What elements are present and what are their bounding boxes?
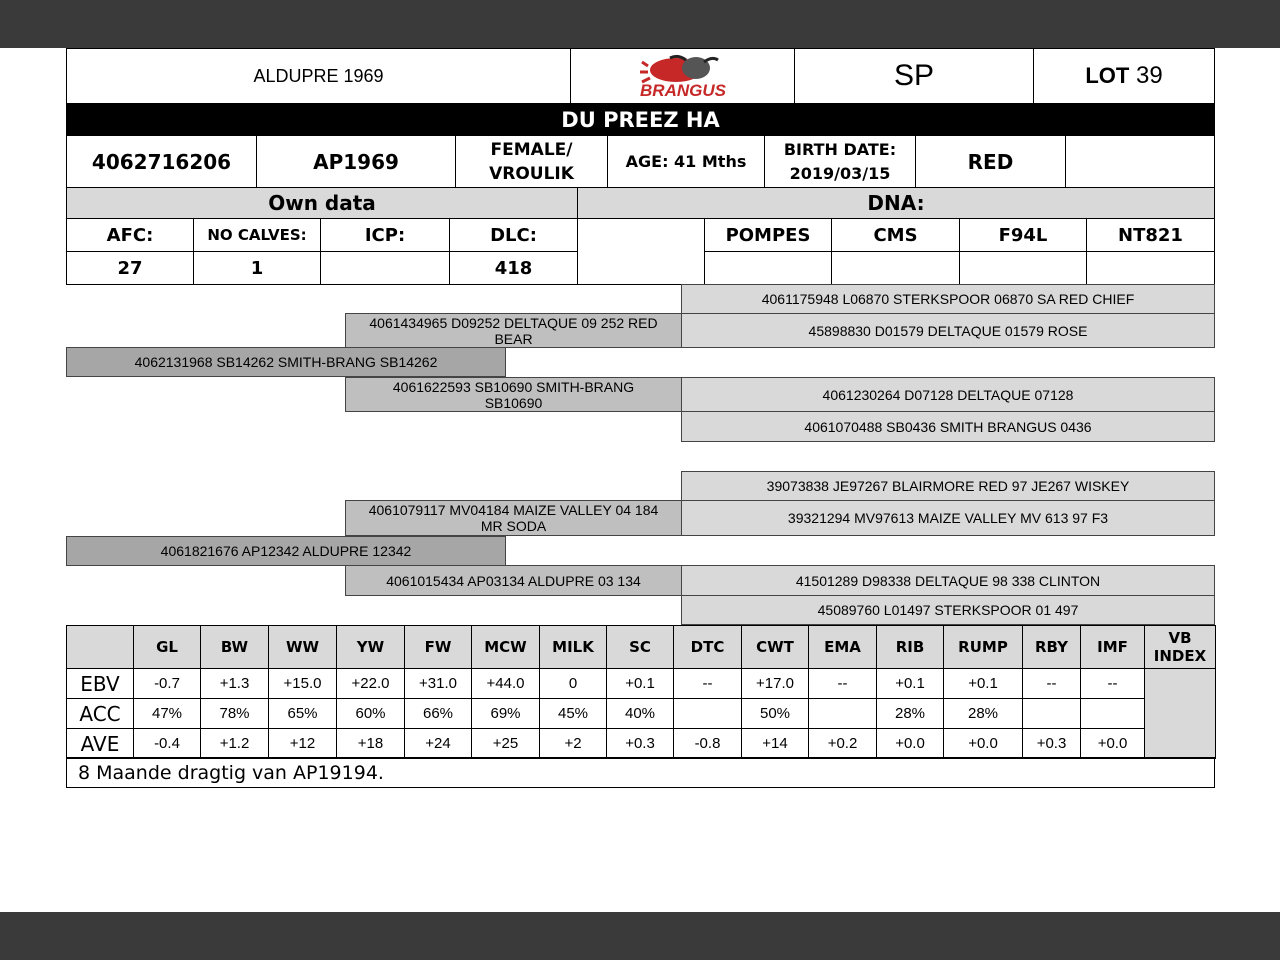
ebv-cell-acc-fw: 66% (404, 698, 472, 729)
own-data-value-afc: 27 (66, 251, 194, 285)
ebv-cell-ave-sc: +0.3 (606, 728, 674, 759)
ebv-header-mcw: MCW (471, 625, 540, 669)
ebv-cell-ebv-rby: -- (1022, 668, 1081, 699)
pedigree-dam-dam: 4061015434 AP03134 ALDUPRE 03 134 (345, 565, 682, 596)
ebv-cell-ebv-fw: +31.0 (404, 668, 472, 699)
own-data-header-icp: ICP: (320, 218, 450, 252)
dna-value-nt821 (1086, 251, 1215, 285)
sex (455, 135, 608, 188)
ebv-cell-ave-ema: +0.2 (808, 728, 877, 759)
own-data-header-dlc: DLC: (449, 218, 578, 252)
vb-index-header (1144, 625, 1216, 669)
ebv-cell-ave-rby: +0.3 (1022, 728, 1081, 759)
own-data-value-icp (320, 251, 450, 285)
ebv-cell-ave-rump: +0.0 (943, 728, 1023, 759)
age: AGE: 41 Mths (607, 135, 765, 188)
own-data-title: Own data (66, 187, 578, 219)
ebv-header-dtc: DTC (673, 625, 742, 669)
catalogue-page (0, 48, 1280, 912)
ebv-cell-acc-gl: 47% (133, 698, 201, 729)
ebv-cell-ebv-mcw: +44.0 (471, 668, 540, 699)
herd-id: AP1969 (256, 135, 456, 188)
ebv-cell-ebv-rump: +0.1 (943, 668, 1023, 699)
ebv-header-corner (66, 625, 134, 669)
own-data-value-calves: 1 (193, 251, 321, 285)
ebv-cell-ebv-yw: +22.0 (336, 668, 405, 699)
ebv-cell-ebv-milk: 0 (539, 668, 607, 699)
pedigree-dam-dam-dam: 45089760 L01497 STERKSPOOR 01 497 (681, 595, 1215, 625)
pedigree-dam: 4061821676 AP12342 ALDUPRE 12342 (66, 536, 506, 566)
code-label: SP (794, 48, 1034, 104)
pedigree-dam-sire: 4061079117 MV04184 MAIZE VALLEY 04 184 MR SODA (345, 500, 682, 536)
vb-index-line-1: VB (1168, 629, 1192, 647)
ebv-row-label-ave: AVE (66, 728, 134, 759)
dna-blank-cell (577, 218, 705, 285)
colour: RED (915, 135, 1066, 188)
ebv-cell-acc-bw: 78% (200, 698, 269, 729)
ebv-cell-acc-dtc (673, 698, 742, 729)
ebv-cell-ave-gl: -0.4 (133, 728, 201, 759)
pedigree-sire-sire-dam: 45898830 D01579 DELTAQUE 01579 ROSE (681, 313, 1215, 348)
brangus-logo (570, 48, 795, 104)
ebv-cell-ave-milk: +2 (539, 728, 607, 759)
ebv-cell-ebv-bw: +1.3 (200, 668, 269, 699)
ebv-header-sc: SC (606, 625, 674, 669)
farm-name: ALDUPRE 1969 (66, 48, 571, 104)
breeding-note: 8 Maande dragtig van AP19194. (66, 757, 1215, 788)
ebv-cell-acc-ww: 65% (268, 698, 337, 729)
ebv-header-gl: GL (133, 625, 201, 669)
owner-name: DU PREEZ HA (66, 103, 1215, 136)
dna-header-cms: CMS (831, 218, 960, 252)
ebv-cell-ebv-cwt: +17.0 (741, 668, 809, 699)
ebv-cell-ave-rib: +0.0 (876, 728, 944, 759)
birth-date-box (764, 135, 916, 188)
ebv-cell-ave-cwt: +14 (741, 728, 809, 759)
sex-line-2: VROULIK (489, 163, 574, 184)
ebv-header-milk: MILK (539, 625, 607, 669)
ebv-cell-acc-cwt: 50% (741, 698, 809, 729)
dna-value-cms (831, 251, 960, 285)
ebv-cell-ave-dtc: -0.8 (673, 728, 742, 759)
ebv-cell-ebv-ww: +15.0 (268, 668, 337, 699)
ebv-cell-acc-sc: 40% (606, 698, 674, 729)
ebv-cell-ave-bw: +1.2 (200, 728, 269, 759)
ebv-header-fw: FW (404, 625, 472, 669)
ebv-cell-ave-yw: +18 (336, 728, 405, 759)
ebv-header-rib: RIB (876, 625, 944, 669)
pedigree-sire-dam-dam: 4061070488 SB0436 SMITH BRANGUS 0436 (681, 411, 1215, 442)
ebv-cell-ebv-gl: -0.7 (133, 668, 201, 699)
own-data-header-afc: AFC: (66, 218, 194, 252)
ebv-cell-ebv-rib: +0.1 (876, 668, 944, 699)
ebv-cell-ebv-dtc: -- (673, 668, 742, 699)
ebv-cell-ebv-sc: +0.1 (606, 668, 674, 699)
birth-date-label: BIRTH DATE: (783, 139, 897, 159)
ebv-cell-acc-yw: 60% (336, 698, 405, 729)
dna-header-f94l: F94L (959, 218, 1087, 252)
pedigree-sire-dam-sire: 4061230264 D07128 DELTAQUE 07128 (681, 377, 1215, 412)
dna-value-f94l (959, 251, 1087, 285)
vb-index-value (1144, 668, 1216, 759)
ebv-cell-acc-ema (808, 698, 877, 729)
vb-index-line-2: INDEX (1153, 647, 1207, 665)
ebv-header-bw: BW (200, 625, 269, 669)
ebv-cell-acc-imf (1080, 698, 1145, 729)
ebv-cell-ebv-ema: -- (808, 668, 877, 699)
logo-text: BRANGUS (639, 81, 726, 100)
pedigree-dam-sire-sire: 39073838 JE97267 BLAIRMORE RED 97 JE267 WISKEY (681, 471, 1215, 501)
ebv-cell-ebv-imf: -- (1080, 668, 1145, 699)
registration-number: 4062716206 (66, 135, 257, 188)
ebv-cell-acc-mcw: 69% (471, 698, 540, 729)
viewer-bottom-bar (0, 912, 1280, 960)
lot-box (1033, 48, 1215, 104)
ebv-cell-ave-ww: +12 (268, 728, 337, 759)
ebv-cell-acc-rump: 28% (943, 698, 1023, 729)
ebv-row-label-acc: ACC (66, 698, 134, 729)
lot-number: 39 (1135, 62, 1163, 89)
pedigree-sire-sire: 4061434965 D09252 DELTAQUE 09 252 RED BEAR (345, 313, 682, 348)
pedigree-dam-dam-sire: 41501289 D98338 DELTAQUE 98 338 CLINTON (681, 565, 1215, 596)
pedigree-sire-dam: 4061622593 SB10690 SMITH-BRANG SB10690 (345, 377, 682, 412)
lot-label: LOT (1085, 63, 1130, 88)
ebv-header-ema: EMA (808, 625, 877, 669)
ebv-header-imf: IMF (1080, 625, 1145, 669)
ebv-cell-ave-mcw: +25 (471, 728, 540, 759)
ebv-header-cwt: CWT (741, 625, 809, 669)
own-data-value-dlc: 418 (449, 251, 578, 285)
ebv-cell-acc-milk: 45% (539, 698, 607, 729)
birth-date: 2019/03/15 (789, 163, 891, 183)
sex-line-1: FEMALE/ (490, 139, 573, 160)
ebv-header-yw: YW (336, 625, 405, 669)
bull-logo-icon (608, 52, 758, 100)
ebv-cell-acc-rib: 28% (876, 698, 944, 729)
own-data-header-calves: NO CALVES: (193, 218, 321, 252)
pedigree-dam-sire-dam: 39321294 MV97613 MAIZE VALLEY MV 613 97 F3 (681, 500, 1215, 536)
ebv-cell-ave-fw: +24 (404, 728, 472, 759)
ebv-header-rby: RBY (1022, 625, 1081, 669)
ebv-cell-ave-imf: +0.0 (1080, 728, 1145, 759)
ebv-header-rump: RUMP (943, 625, 1023, 669)
ebv-header-ww: WW (268, 625, 337, 669)
dna-value-pompes (704, 251, 832, 285)
dna-header-nt821: NT821 (1086, 218, 1215, 252)
dna-header-pompes: POMPES (704, 218, 832, 252)
extra-cell (1065, 135, 1215, 188)
dna-title: DNA: (577, 187, 1215, 219)
pedigree-sire-sire-sire: 4061175948 L06870 STERKSPOOR 06870 SA RED CHIEF (681, 284, 1215, 314)
pedigree-sire: 4062131968 SB14262 SMITH-BRANG SB14262 (66, 347, 506, 377)
ebv-row-label-ebv: EBV (66, 668, 134, 699)
ebv-cell-acc-rby (1022, 698, 1081, 729)
